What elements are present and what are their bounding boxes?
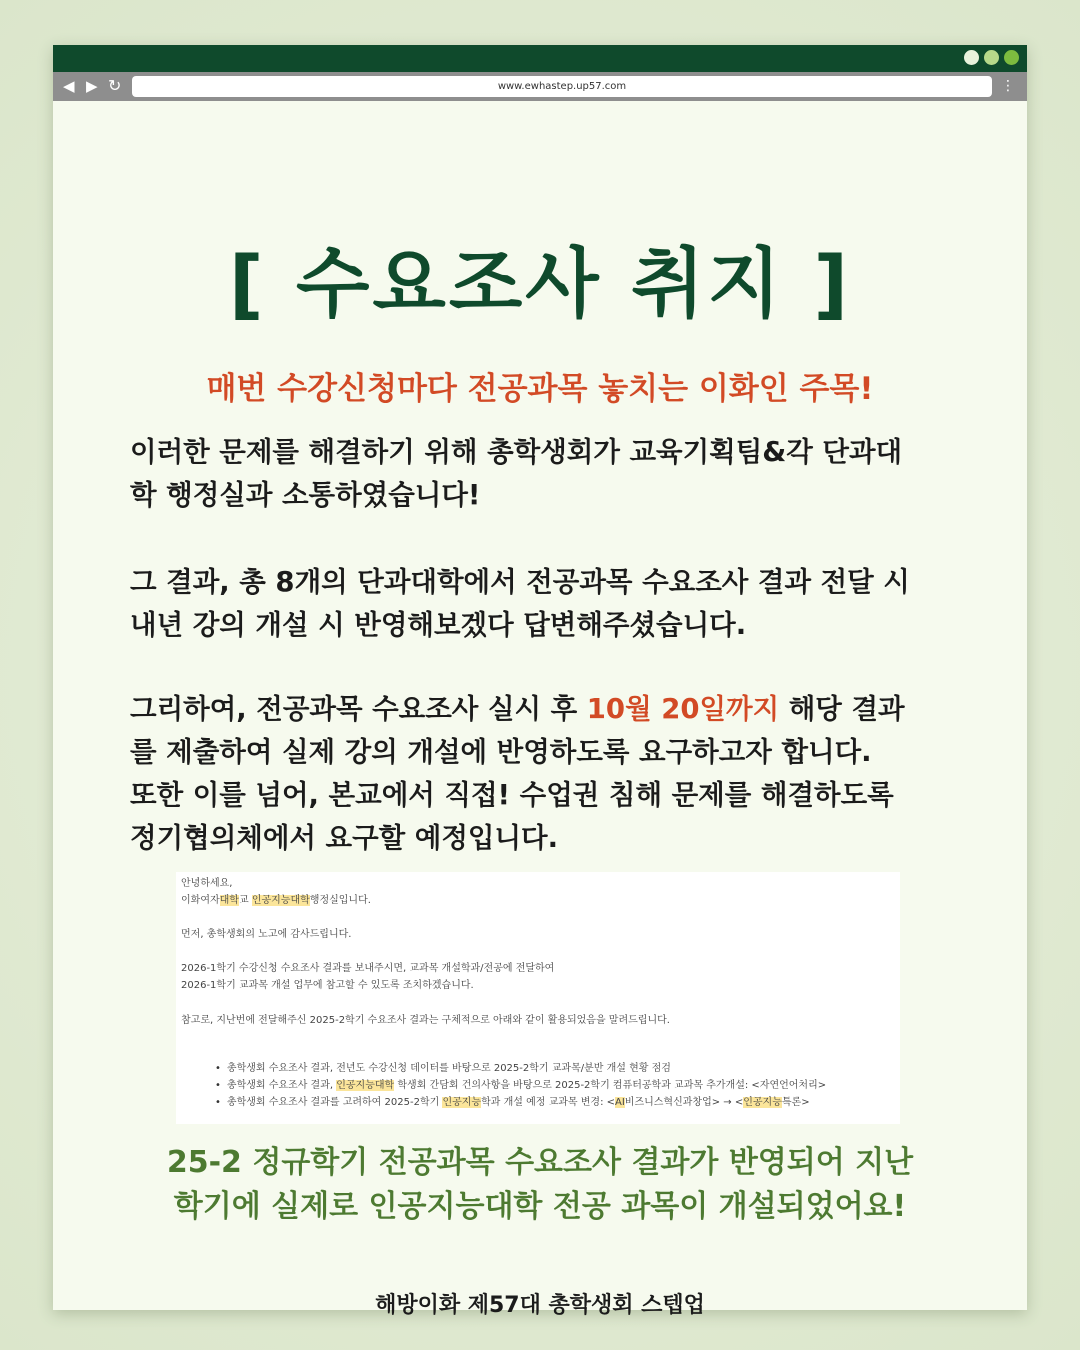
email-screenshot: [176, 872, 900, 1124]
email-highlight: AI: [615, 1097, 625, 1108]
paragraph-2-line-2: 내년 강의 개설 시 반영해보겠다 답변해주셨습니다.: [130, 609, 747, 641]
browser-titlebar: [53, 45, 1027, 72]
email-highlight: 인공지능대학: [251, 895, 310, 906]
email-sender-text: 교: [238, 895, 252, 906]
window-dot-2[interactable]: [984, 50, 999, 65]
email-highlight: 인공지능: [743, 1097, 782, 1108]
paragraph-1: [130, 431, 960, 517]
email-bullet-text: 총학생회 수요조사 결과,: [226, 1080, 337, 1091]
window-controls: [964, 50, 1019, 65]
footer-signature: 해방이화 제57대 총학생회 스텝업: [375, 1293, 705, 1318]
email-bullet-text: 비즈니스혁신과창업> → <: [624, 1097, 744, 1108]
email-bullet-text: 학과 개설 예정 교과목 변경: <: [481, 1097, 615, 1108]
result-message: [53, 1141, 1027, 1229]
browser-toolbar: [53, 72, 1027, 101]
paragraph-1-line-2: 학 행정실과 소통하였습니다!: [130, 479, 481, 511]
email-bullet-text: 학생회 간담회 건의사항을 바탕으로 2025-2학기 컴퓨터공학과 교과목 추가개설: <자연언어처리>: [394, 1080, 827, 1091]
deadline-highlight: 10월 20일까지: [586, 693, 780, 725]
email-greeting: 안녕하세요,: [181, 878, 233, 889]
window-dot-3[interactable]: [1004, 50, 1019, 65]
forward-arrow-icon[interactable]: ▶: [86, 77, 98, 95]
email-reference: 참고로, 지난번에 전달해주신 2025-2학기 수요조사 결과는 구체적으로 아래와 같이 활용되었음을 말려드립니다.: [181, 1015, 670, 1026]
paragraph-2-line-1: 그 결과, 총 8개의 단과대학에서 전공과목 수요조사 결과 전달 시: [130, 566, 910, 598]
reload-icon[interactable]: ↻: [108, 76, 122, 95]
email-bullet-1: • 총학생회 수요조사 결과, 전년도 수강신청 데이터를 바탕으로 2025-2학기 교과목/분반 개설 현황 점검: [215, 1062, 671, 1076]
paragraph-3-line-3: 또한 이를 넘어, 본교에서 직접! 수업권 침해 문제를 해결하도록: [130, 779, 894, 811]
email-sender-text: 행정실입니다.: [309, 895, 371, 906]
email-highlight: 대학: [219, 895, 239, 906]
paragraph-3-line-1-end: 해당 결과: [779, 693, 905, 725]
paragraph-3-line-4: 정기협의체에서 요구할 예정입니다.: [130, 822, 559, 854]
email-body-1: 2026-1학기 수강신청 수요조사 결과를 보내주시면, 교과목 개설학과/전공에 전달하여: [181, 963, 555, 974]
paragraph-2: [130, 561, 960, 647]
email-thanks: 먼저, 총학생회의 노고에 감사드립니다.: [181, 929, 352, 940]
email-sender-text: 이화여자: [181, 895, 220, 906]
paragraph-3-line-2: 를 제출하여 실제 강의 개설에 반영하도록 요구하고자 합니다.: [130, 736, 872, 768]
paragraph-3-line-1: [130, 688, 960, 731]
email-bullet-text: 총학생회 수요조사 결과를 고려하여 2025-2학기: [226, 1097, 443, 1108]
post-subhead: 매번 수강신청마다 전공과목 놓치는 이화인 주목!: [206, 371, 874, 407]
result-line-2: 학기에 실제로 인공지능대학 전공 과목이 개설되었어요!: [173, 1189, 907, 1224]
result-line-1: 25-2 정규학기 전공과목 수요조사 결과가 반영되어 지난: [166, 1145, 914, 1180]
address-bar[interactable]: www.ewhastep.up57.com: [132, 76, 992, 97]
email-bullet-text: 특론>: [781, 1097, 810, 1108]
window-dot-1[interactable]: [964, 50, 979, 65]
email-highlight: 인공지능대학: [336, 1080, 395, 1091]
email-bullet-3: [215, 1096, 810, 1110]
email-bullet-2: [215, 1079, 826, 1093]
paragraph-3-line-1-start: 그리하여, 전공과목 수요조사 실시 후: [130, 693, 587, 725]
back-arrow-icon[interactable]: ◀: [63, 77, 75, 95]
browser-window: [53, 45, 1027, 1318]
kebab-menu-icon[interactable]: ⋮: [1001, 78, 1015, 94]
email-highlight: 인공지능: [442, 1097, 482, 1108]
paragraph-1-line-1: 이러한 문제를 해결하기 위해 총학생회가 교육기획팀&각 단과대: [130, 436, 903, 468]
paragraph-3: [130, 688, 960, 860]
post-headline: [ 수요조사 취지 ]: [228, 239, 852, 328]
email-sender: [181, 894, 371, 908]
email-body-2: 2026-1학기 교과목 개설 업무에 참고할 수 있도록 조치하겠습니다.: [181, 980, 474, 991]
